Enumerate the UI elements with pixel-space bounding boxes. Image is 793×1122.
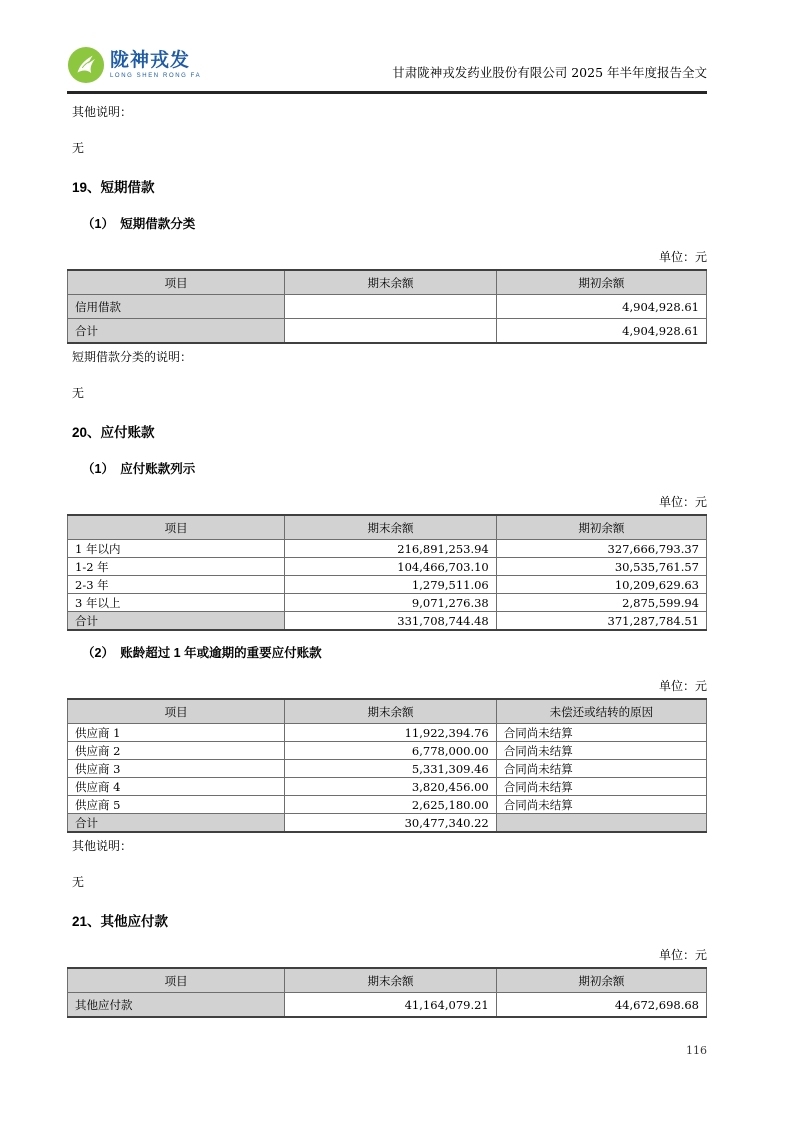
table-cell-label: 供应商 1 xyxy=(68,724,285,742)
other-note-label: 其他说明： xyxy=(72,105,133,119)
table-cell-label: 其他应付款 xyxy=(68,993,285,1018)
unit-label: 单位：元 xyxy=(658,495,707,509)
table-cell-ending xyxy=(285,295,497,319)
other-note-label: 其他说明： xyxy=(72,839,133,853)
column-header-item: 项目 xyxy=(68,515,285,540)
table-cell-ending: 41,164,079.21 xyxy=(285,993,497,1018)
table-row xyxy=(68,796,707,814)
section-20-sub1-title: （1） 应付账款列示 xyxy=(82,462,196,476)
overdue-payables-table xyxy=(67,698,707,833)
table-row xyxy=(68,724,707,742)
table-row xyxy=(68,576,707,594)
section-20-sub2-title: （2） 账龄超过 1 年或逾期的重要应付账款 xyxy=(82,646,322,660)
table-row xyxy=(68,540,707,558)
column-header-item: 项目 xyxy=(68,270,285,295)
none-text: 无 xyxy=(72,386,85,400)
table-header-row xyxy=(68,515,707,540)
none-text: 无 xyxy=(72,875,85,889)
table-cell-ending: 5,331,309.46 xyxy=(285,760,497,778)
table-cell-reason xyxy=(496,814,706,833)
table-cell-ending: 1,279,511.06 xyxy=(285,576,497,594)
section-21-title: 21、其他应付款 xyxy=(72,914,169,929)
table-cell-reason: 合同尚未结算 xyxy=(496,778,706,796)
logo-bird-icon xyxy=(67,46,105,84)
table-row xyxy=(68,742,707,760)
section-20-title: 20、应付账款 xyxy=(72,425,155,440)
table-cell-label: 1-2 年 xyxy=(68,558,285,576)
table-row xyxy=(68,594,707,612)
table-cell-label: 1 年以内 xyxy=(68,540,285,558)
table-cell-label: 供应商 5 xyxy=(68,796,285,814)
table-cell-ending: 6,778,000.00 xyxy=(285,742,497,760)
logo-cn-text: 陇神戎发 xyxy=(110,50,191,71)
column-header-item: 项目 xyxy=(68,968,285,993)
table-header-row xyxy=(68,968,707,993)
table-cell-beginning: 44,672,698.68 xyxy=(496,993,706,1018)
unit-label: 单位：元 xyxy=(658,679,707,693)
table-row xyxy=(68,993,707,1018)
table-cell-ending: 2,625,180.00 xyxy=(285,796,497,814)
company-logo xyxy=(67,46,201,84)
table-row xyxy=(68,558,707,576)
other-payables-table xyxy=(67,967,707,1018)
column-header-item: 项目 xyxy=(68,699,285,724)
table-cell-ending: 9,071,276.38 xyxy=(285,594,497,612)
column-header-beginning-balance: 期初余额 xyxy=(496,968,706,993)
column-header-reason: 未偿还或结转的原因 xyxy=(496,699,706,724)
column-header-ending-balance: 期末余额 xyxy=(285,270,497,295)
table-cell-beginning: 2,875,599.94 xyxy=(496,594,706,612)
table-cell-beginning: 10,209,629.63 xyxy=(496,576,706,594)
table-cell-ending: 3,820,456.00 xyxy=(285,778,497,796)
table-cell-label: 供应商 3 xyxy=(68,760,285,778)
table-cell-reason: 合同尚未结算 xyxy=(496,760,706,778)
page-number: 116 xyxy=(686,1044,707,1057)
unit-label: 单位：元 xyxy=(658,948,707,962)
table-cell-beginning: 4,904,928.61 xyxy=(496,319,706,344)
column-header-ending-balance: 期末余额 xyxy=(285,968,497,993)
table-cell-ending: 104,466,703.10 xyxy=(285,558,497,576)
table-cell-label: 合计 xyxy=(68,612,285,631)
column-header-beginning-balance: 期初余额 xyxy=(496,270,706,295)
table-row xyxy=(68,760,707,778)
table-cell-ending: 30,477,340.22 xyxy=(285,814,497,833)
column-header-beginning-balance: 期初余额 xyxy=(496,515,706,540)
document-title: 甘肃陇神戎发药业股份有限公司 2025 年半年度报告全文 xyxy=(392,65,707,80)
table-cell-beginning: 371,287,784.51 xyxy=(496,612,706,631)
table-cell-reason: 合同尚未结算 xyxy=(496,796,706,814)
accounts-payable-table xyxy=(67,514,707,631)
short-term-loans-table xyxy=(67,269,707,344)
table-cell-beginning: 30,535,761.57 xyxy=(496,558,706,576)
table-total-row xyxy=(68,612,707,631)
none-text: 无 xyxy=(72,141,85,155)
short-term-loans-note-label: 短期借款分类的说明： xyxy=(72,350,193,364)
table-total-row xyxy=(68,814,707,833)
unit-label: 单位：元 xyxy=(658,250,707,264)
table-cell-label: 供应商 2 xyxy=(68,742,285,760)
table-cell-ending xyxy=(285,319,497,344)
table-cell-label: 合计 xyxy=(68,814,285,833)
table-cell-ending: 11,922,394.76 xyxy=(285,724,497,742)
section-19-title: 19、短期借款 xyxy=(72,180,155,195)
table-row xyxy=(68,778,707,796)
table-cell-beginning: 327,666,793.37 xyxy=(496,540,706,558)
table-cell-label: 3 年以上 xyxy=(68,594,285,612)
table-cell-beginning: 4,904,928.61 xyxy=(496,295,706,319)
section-19-sub1-title: （1） 短期借款分类 xyxy=(82,217,196,231)
table-cell-label: 2-3 年 xyxy=(68,576,285,594)
logo-text xyxy=(110,51,201,79)
table-row xyxy=(68,295,707,319)
table-cell-reason: 合同尚未结算 xyxy=(496,724,706,742)
table-cell-label: 信用借款 xyxy=(68,295,285,319)
table-cell-label: 合计 xyxy=(68,319,285,344)
table-cell-label: 供应商 4 xyxy=(68,778,285,796)
column-header-ending-balance: 期末余额 xyxy=(285,515,497,540)
logo-en-text: LONG SHEN RONG FA xyxy=(110,73,202,79)
table-cell-reason: 合同尚未结算 xyxy=(496,742,706,760)
table-cell-ending: 216,891,253.94 xyxy=(285,540,497,558)
table-total-row xyxy=(68,319,707,344)
page-header xyxy=(67,46,707,94)
table-cell-ending: 331,708,744.48 xyxy=(285,612,497,631)
column-header-ending-balance: 期末余额 xyxy=(285,699,497,724)
table-header-row xyxy=(68,699,707,724)
table-header-row xyxy=(68,270,707,295)
